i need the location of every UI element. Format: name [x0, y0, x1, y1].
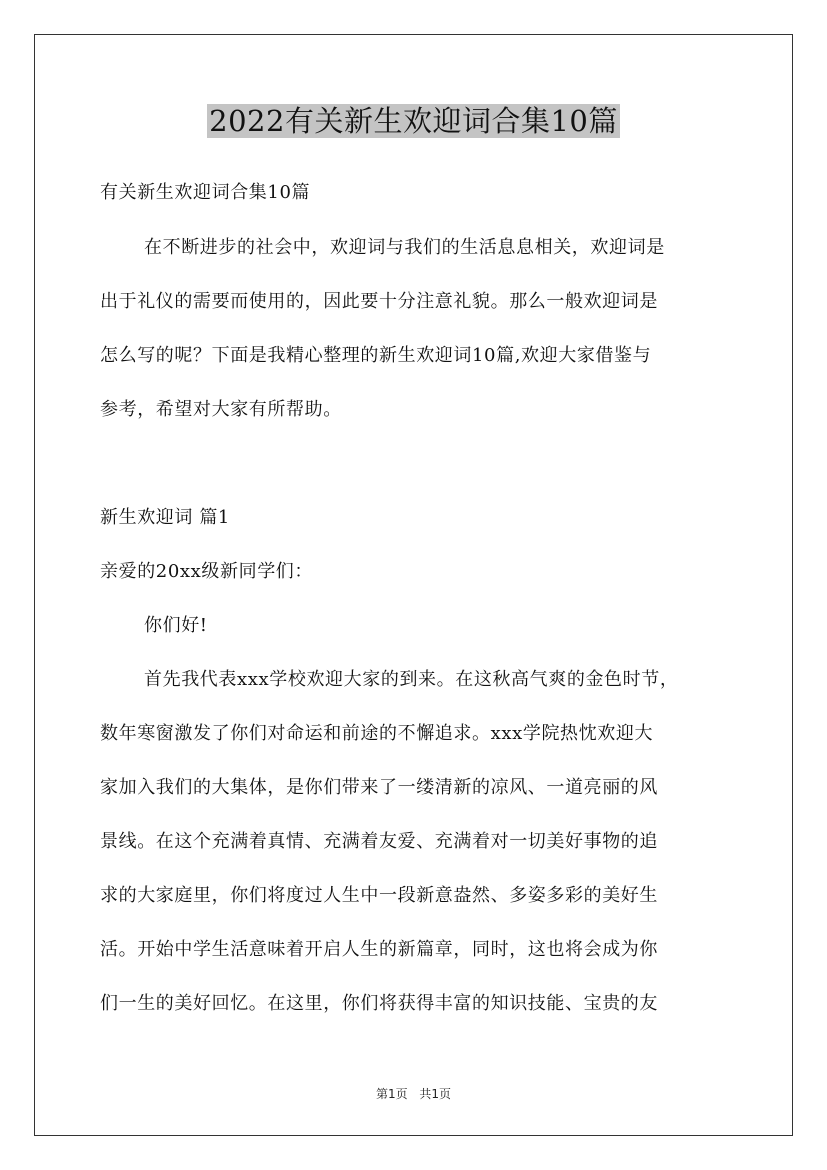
title-text: 2022有关新生欢迎词合集10篇 [209, 104, 618, 138]
body-line: 数年寒窗激发了你们对命运和前途的不懈追求。xxx学院热忱欢迎大 [100, 723, 654, 744]
salutation: 亲爱的20xx级新同学们： [100, 561, 314, 582]
body-line: 们一生的美好回忆。在这里，你们将获得丰富的知识技能、宝贵的友 [100, 993, 658, 1014]
intro-line: 出于礼仪的需要而使用的，因此要十分注意礼貌。那么一般欢迎词是 [100, 291, 658, 312]
body-line: 活。开始中学生活意味着开启人生的新篇章，同时，这也将会成为你 [100, 939, 658, 960]
section-heading: 新生欢迎词 篇1 [100, 507, 230, 528]
body-line: 景线。在这个充满着真情、充满着友爱、充满着对一切美好事物的追 [100, 831, 658, 852]
page-total: 共1页 [419, 1087, 452, 1101]
greeting: 你们好! [144, 615, 208, 636]
intro-line: 在不断进步的社会中，欢迎词与我们的生活息息相关，欢迎词是 [144, 237, 665, 258]
body-line: 求的大家庭里，你们将度过人生中一段新意盎然、多姿多彩的美好生 [100, 885, 658, 906]
body-line: 首先我代表xxx学校欢迎大家的到来。在这秋高气爽的金色时节， [144, 669, 679, 690]
subtitle: 有关新生欢迎词合集10篇 [100, 182, 311, 203]
intro-line: 参考，希望对大家有所帮助。 [100, 399, 342, 420]
document-title [0, 100, 827, 142]
page-number: 第1页 [375, 1087, 408, 1101]
page-footer [0, 1085, 827, 1102]
body-line: 家加入我们的大集体，是你们带来了一缕清新的凉风、一道亮丽的风 [100, 777, 658, 798]
intro-line: 怎么写的呢？下面是我精心整理的新生欢迎词10篇,欢迎大家借鉴与 [100, 345, 652, 366]
